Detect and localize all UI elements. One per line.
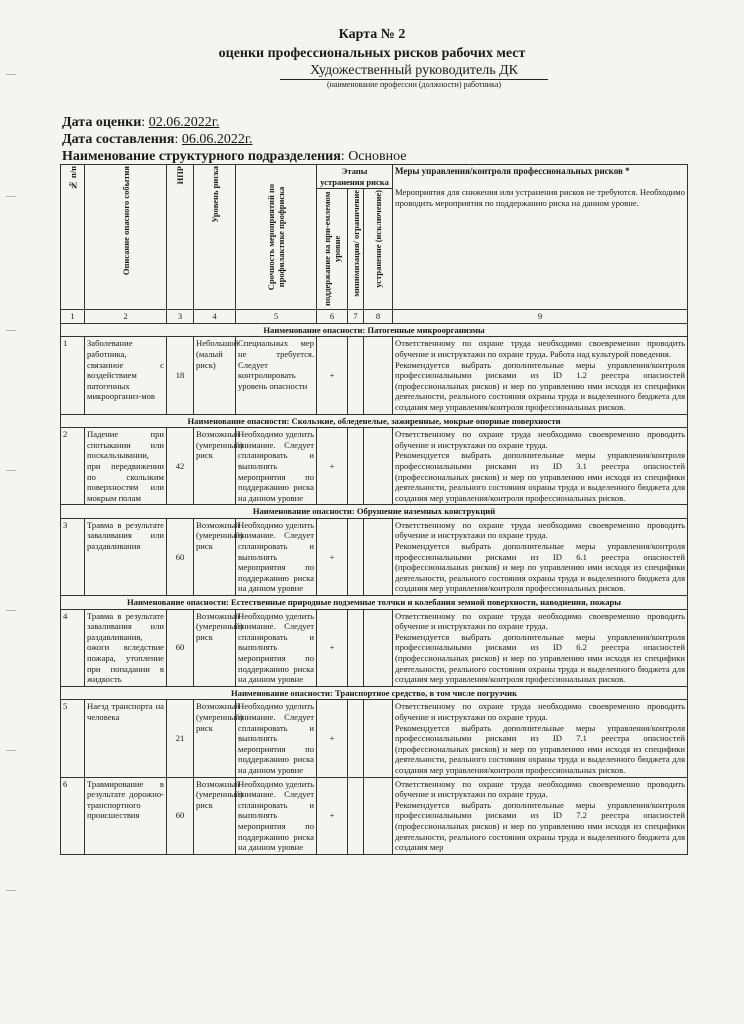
row-number: 1 <box>61 337 85 414</box>
table-row <box>61 337 688 414</box>
hazard-row <box>61 323 688 337</box>
hazard-name: Наименование опасности: Патогенные микроорганизмы <box>61 323 688 337</box>
col-number: 9 <box>393 310 688 324</box>
stage-elim-mark <box>364 337 393 414</box>
row-number: 2 <box>61 428 85 505</box>
stage-min-mark <box>348 700 364 777</box>
measures-paragraph: Ответственному по охране труда необходимо своевременно проводить обучение и инструктажи по охране труда. <box>395 701 686 722</box>
col-number: 5 <box>236 310 317 324</box>
header-measures: Меры управления/контроля профессиональных рисков * Мероприятия для снижения или устранения рисков не требуются. Необходимо проводить мероприятия по поддержанию риска на данном уровне. <box>393 165 688 310</box>
table-row <box>61 609 688 686</box>
assess-date: Дата оценки: 02.06.2022г. <box>62 115 220 130</box>
row-number: 5 <box>61 700 85 777</box>
urgency-text: Необходимо уделить внимание. Следует спланировать и выполнять мероприятия по поддержанию риска на данном уровне <box>236 777 317 854</box>
binder-mark <box>6 750 16 751</box>
measures-paragraph: Рекомендуется выбрать дополнительные меры управления/контроля профессиональными рисками из ID 3.1 реестра опасностей (профессиональных рисков) и мер по управлению ими исходя из специфики деятельности, реального состояния охраны труда и выделенного бюджета для создания мер управления/контроля профессиональных рисков. <box>395 450 686 503</box>
stage-elim-mark <box>364 518 393 595</box>
measures-paragraph: Рекомендуется выбрать дополнительные меры управления/контроля профессиональными рисками из ID 6.1 реестра опасностей (профессиональных рисков) и мер по управлению ими исходя из специфики деятельности, реального состояния охраны труда и выделенного бюджета для создания мер управления/контроля профессиональных рисков. <box>395 541 686 594</box>
assess-date-value: 02.06.2022г. <box>148 115 220 130</box>
measures-text <box>393 337 688 414</box>
doc-subtitle: оценки профессиональных рисков рабочих мест <box>218 46 526 61</box>
header-stage-elim: устранение (исключение) <box>364 189 393 310</box>
urgency-text: Специальных мер не требуется. Следует контролировать уровень опасности <box>236 337 317 414</box>
urgency-text: Необходимо уделить внимание. Следует спланировать и выполнять мероприятия по поддержанию риска на данном уровне <box>236 428 317 505</box>
col-number: 8 <box>364 310 393 324</box>
profession-name: Художественный руководитель ДК <box>280 63 548 80</box>
measures-paragraph: Рекомендуется выбрать дополнительные меры управления/контроля профессиональными рисками из ID 6.2 реестра опасностей (профессиональных рисков) и мер по управлению ими исходя из специфики деятельности, реального состояния охраны труда и выделенного бюджета для создания мер управления/контроля профессиональных рисков. <box>395 631 686 685</box>
ipr-value: 18 <box>167 337 194 414</box>
stage-keep-mark: + <box>317 518 348 595</box>
hazard-name: Наименование опасности: Естественные природные подземные толчки и колебания земной поверхности, наводнения, пожары <box>61 596 688 610</box>
table-row <box>61 700 688 777</box>
ipr-value: 42 <box>167 428 194 505</box>
binder-mark <box>6 330 16 331</box>
header-stages: Этапы устранения риска <box>317 165 393 189</box>
stage-keep-mark: + <box>317 337 348 414</box>
stage-min-mark <box>348 337 364 414</box>
measures-text <box>393 777 688 854</box>
risk-level: Возможный (умеренный) риск <box>194 428 236 505</box>
measures-paragraph: Ответственному по охране труда необходимо своевременно проводить обучение и инструктажи по охране труда. <box>395 610 686 632</box>
table-header-row <box>61 165 688 189</box>
table-row <box>61 777 688 854</box>
header-stage-keep: поддержание на при-емлемом уровне <box>317 189 348 310</box>
col-number: 1 <box>61 310 85 324</box>
compile-date-label: Дата составления <box>62 132 175 147</box>
binder-mark <box>6 610 16 611</box>
measures-paragraph: Ответственному по охране труда необходимо своевременно проводить обучение и инструктажи по охране труда. <box>395 519 686 541</box>
stage-min-mark <box>348 428 364 505</box>
col-number: 2 <box>85 310 167 324</box>
binder-mark <box>6 196 16 197</box>
event-description: Заболевание работника, связанное с воздействием патогенных микроорганиз-мов <box>85 337 167 414</box>
col-number: 4 <box>194 310 236 324</box>
measures-text <box>393 428 688 505</box>
measures-paragraph: Ответственному по охране труда необходимо своевременно проводить обучение и инструктажи по охране труда. <box>395 778 686 800</box>
risk-level: Возможный (умеренный) риск <box>194 777 236 854</box>
stage-elim-mark <box>364 609 393 686</box>
ipr-value: 60 <box>167 777 194 854</box>
col-number: 7 <box>348 310 364 324</box>
stage-min-mark <box>348 609 364 686</box>
measures-paragraph: Ответственному по охране труда необходимо своевременно проводить обучение и инструктажи по охране труда. Работа над культурой поведения. <box>395 338 686 359</box>
row-number: 4 <box>61 609 85 686</box>
measures-text <box>393 518 688 595</box>
measures-text <box>393 609 688 686</box>
event-description: Травма в результате заваливания или раздавливания <box>85 518 167 595</box>
stage-elim-mark <box>364 700 393 777</box>
hazard-row <box>61 414 688 428</box>
hazard-name: Наименование опасности: Транспортное средство, в том числе погрузчик <box>61 686 688 700</box>
assess-date-label: Дата оценки <box>62 115 142 130</box>
profession-note: (наименование профессии (должности) работника) <box>326 80 502 89</box>
compile-date: Дата составления: 06.06.2022г. <box>62 132 253 147</box>
stage-keep-mark: + <box>317 700 348 777</box>
header-stage-min: минимизация/ ограничение <box>348 189 364 310</box>
ipr-value: 60 <box>167 518 194 595</box>
header-level: Уровень риска <box>194 165 236 310</box>
stage-min-mark <box>348 518 364 595</box>
event-description: Травма в результате заваливания или раздавливания, ожоги вследствие пожара, утопление при попадании в жидкость <box>85 609 167 686</box>
hazard-row <box>61 686 688 700</box>
table-row <box>61 428 688 505</box>
table-row <box>61 518 688 595</box>
row-number: 3 <box>61 518 85 595</box>
column-numbers-row <box>61 310 688 324</box>
header-event: Описание опасного события <box>85 165 167 310</box>
urgency-text: Необходимо уделить внимание. Следует спланировать и выполнять мероприятия по поддержанию риска на данном уровне <box>236 609 317 686</box>
col-number: 6 <box>317 310 348 324</box>
measures-text <box>393 700 688 777</box>
risk-level: Небольшой (малый риск) <box>194 337 236 414</box>
compile-date-value: 06.06.2022г. <box>181 132 253 147</box>
department-label: Наименование структурного подразделения <box>62 149 341 164</box>
risk-level: Возможный (умеренный) риск <box>194 518 236 595</box>
event-description: Травмирование в результате дорожно-транспортного происшествия <box>85 777 167 854</box>
measures-paragraph: Рекомендуется выбрать дополнительные меры управления/контроля профессиональными рисками из ID 1.2 реестра опасностей (профессиональных рисков) и мер по управлению ими исходя из специфики деятельности, реального состояния охраны труда и выделенного бюджета для создания мер управления/контроля профессиональных рисков. <box>395 359 686 412</box>
stage-keep-mark: + <box>317 428 348 505</box>
stage-keep-mark: + <box>317 777 348 854</box>
department: Наименование структурного подразделения: Основное <box>62 149 407 164</box>
hazard-name: Наименование опасности: Обрушение наземных конструкций <box>61 505 688 519</box>
hazard-row <box>61 596 688 610</box>
urgency-text: Необходимо уделить внимание. Следует спланировать и выполнять мероприятия по поддержанию риска на данном уровне <box>236 518 317 595</box>
stage-elim-mark <box>364 777 393 854</box>
stage-min-mark <box>348 777 364 854</box>
hazard-row <box>61 505 688 519</box>
doc-title: Карта № 2 <box>338 27 406 42</box>
risk-table <box>60 164 688 855</box>
urgency-text: Необходимо уделить внимание. Следует спланировать и выполнять мероприятия по поддержанию риска на данном уровне <box>236 700 317 777</box>
binder-mark <box>6 470 16 471</box>
ipr-value: 60 <box>167 609 194 686</box>
binder-mark <box>6 890 16 891</box>
header-num: № п/п <box>61 165 85 310</box>
stage-keep-mark: + <box>317 609 348 686</box>
risk-level: Возможный (умеренный) риск <box>194 700 236 777</box>
event-description: Наезд транспорта на человека <box>85 700 167 777</box>
measures-paragraph: Ответственному по охране труда необходимо своевременно проводить обучение и инструктажи по охране труда. <box>395 429 686 450</box>
row-number: 6 <box>61 777 85 854</box>
stage-elim-mark <box>364 428 393 505</box>
ipr-value: 21 <box>167 700 194 777</box>
measures-paragraph: Рекомендуется выбрать дополнительные меры управления/контроля профессиональными рисками из ID 7.2 реестра опасностей (профессиональных рисков) и мер по управлению ими исходя из специфики деятельности, реального состояния охраны труда и выделенного бюджета для создания мер <box>395 799 686 853</box>
event-description: Падение при спотыкании или поскальзывании, при передвижении по скользким поверхностям или мокрым полам <box>85 428 167 505</box>
department-value: Основное <box>348 149 407 164</box>
hazard-name: Наименование опасности: Скользкие, обледенелые, зажиренные, мокрые опорные поверхности <box>61 414 688 428</box>
binder-mark <box>6 74 16 75</box>
risk-level: Возможный (умеренный) риск <box>194 609 236 686</box>
measures-paragraph: Рекомендуется выбрать дополнительные меры управления/контроля профессиональными рисками из ID 7.1 реестра опасностей (профессиональных рисков) и мер по управлению ими исходя из специфики деятельности, реального состояния охраны труда и выделенного бюджета для создания мер управления/контроля профессиональных рисков. <box>395 722 686 775</box>
header-ipr: ИПР <box>167 165 194 310</box>
col-number: 3 <box>167 310 194 324</box>
header-urgency: Срочность мероприятий по профилактике профриска <box>236 165 317 310</box>
